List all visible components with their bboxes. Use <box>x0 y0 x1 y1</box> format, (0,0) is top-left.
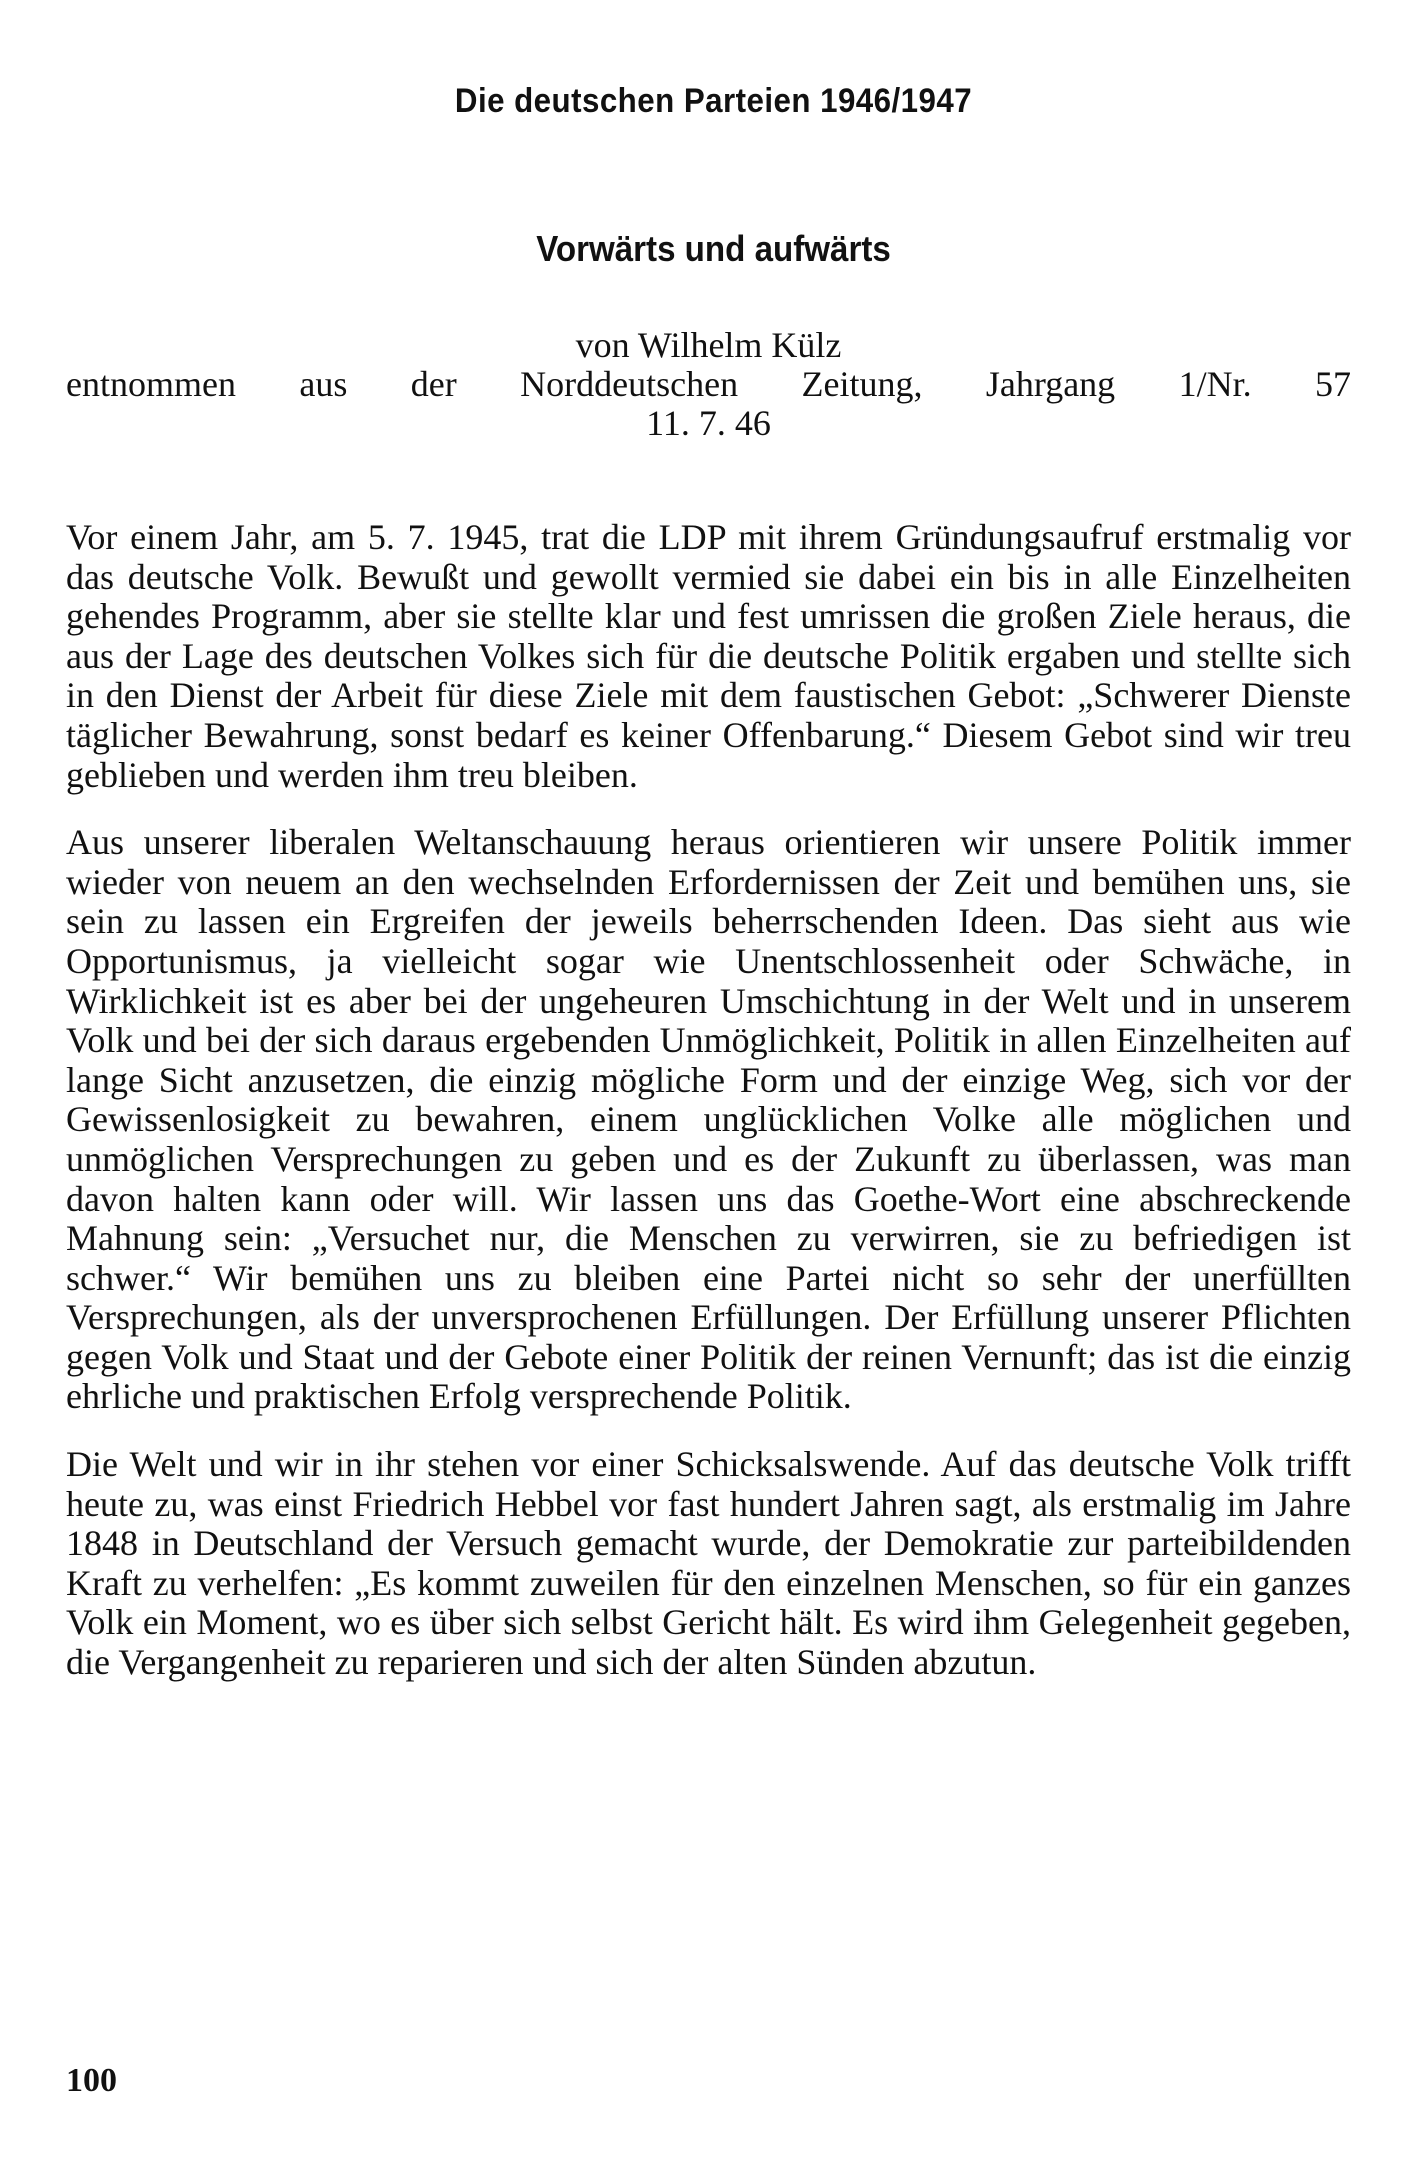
running-head: Die deutschen Parteien 1946/1947 <box>454 82 973 120</box>
byline-date: 11. 7. 46 <box>646 403 771 443</box>
paragraph-3: Die Welt und wir in ihr stehen vor einer Schicksalswende. Auf das deutsche Volk trifft heute zu, was einst Friedrich Hebbel vor fast hundert Jahren sagt, als erstmalig im Jahre 1848 in Deutschland der Versuch gemacht wurde, der Demokratie zur parteibildenden Kraft zu verhelfen: „Es kommt zuweilen für den einzelnen Menschen, so für ein ganzes Volk ein Moment, wo es über sich selbst Gericht hält. Es wird ihm Gelegenheit gegeben, die Vergangenheit zu reparieren und sich der alten Sünden abzutun. <box>66 1444 1351 1683</box>
paragraph-1: Vor einem Jahr, am 5. 7. 1945, trat die LDP mit ihrem Gründungsaufruf erstmalig vor das deutsche Volk. Bewußt und gewollt vermied sie dabei ein bis in alle Einzelheiten gehendes Programm, aber sie stellte klar und fest umrissen die großen Ziele heraus, die aus der Lage des deutschen Volkes sich für die deutsche Politik ergaben und stellte sich in den Dienst der Arbeit für diese Ziele mit dem faustischen Gebot: „Schwerer Dienste täglicher Bewahrung, sonst bedarf es keiner Offenbarung.“ Diesem Gebot sind wir treu geblieben und werden ihm treu bleiben. <box>66 517 1351 795</box>
byline-source: entnommen aus der Norddeutschen Zeitung, Jahrgang 1/Nr. 57 <box>66 364 1351 404</box>
article-body <box>66 518 1351 1711</box>
article-title: Vorwärts und aufwärts <box>536 228 891 269</box>
page-number: 100 <box>66 2062 117 2099</box>
paragraph-2: Aus unserer liberalen Weltanschauung heraus orientieren wir unsere Politik immer wieder von neuem an den wechselnden Erfordernissen der Zeit und bemühen uns, sie sein zu lassen ein Ergreifen der jeweils beherrschenden Ideen. Das sieht aus wie Opportunismus, ja vielleicht sogar wie Unentschlossenheit oder Schwäche, in Wirklichkeit ist es aber bei der ungeheuren Umschichtung in der Welt und in unserem Volk und bei der sich daraus ergebenden Unmöglichkeit, Politik in allen Einzelheiten auf lange Sicht anzusetzen, die einzig mögliche Form und der einzige Weg, sich vor der Gewissenlosigkeit zu bewahren, einem unglücklichen Volke alle möglichen und unmöglichen Versprechungen zu geben und es der Zukunft zu überlassen, was man davon halten kann oder will. Wir lassen uns das Goethe-Wort eine abschreckende Mahnung sein: „Versuchet nur, die Menschen zu verwirren, sie zu befriedigen ist schwer.“ Wir bemühen uns zu bleiben eine Partei nicht so sehr der unerfüllten Versprechungen, als der unversprochenen Erfüllungen. Der Erfüllung unserer Pflichten gegen Volk und Staat und der Gebote einer Politik der reinen Vernunft; das ist die einzig ehrliche und praktischen Erfolg versprechende Politik. <box>66 822 1351 1417</box>
byline-author: von Wilhelm Külz <box>575 325 842 365</box>
